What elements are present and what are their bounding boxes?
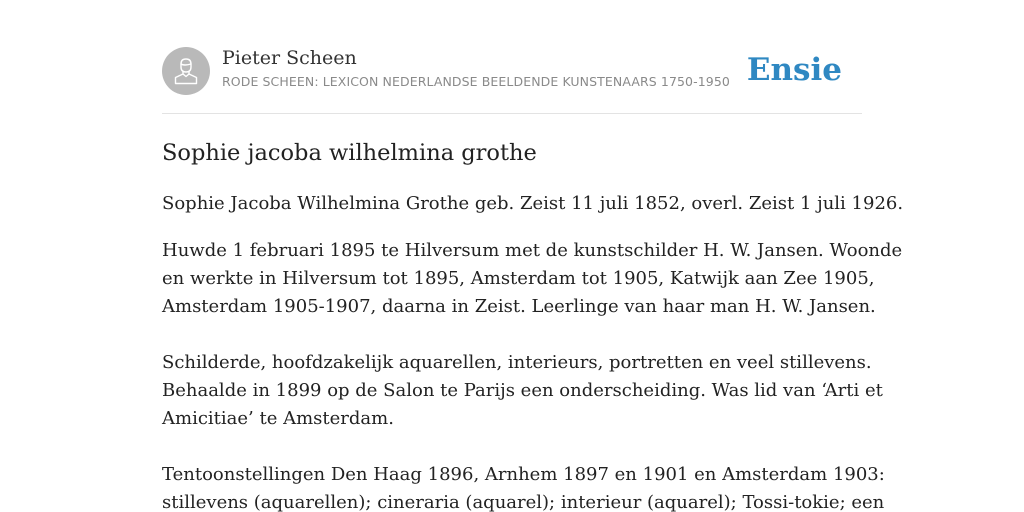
article-header — [162, 46, 862, 96]
paragraph-line: Schilderde, hoofdzakelijk aquarellen, interieurs, portretten en veel stillevens. — [162, 352, 872, 373]
paragraph-biography — [162, 237, 903, 321]
ensie-logo[interactable]: Ensie — [746, 52, 842, 88]
author-avatar[interactable] — [162, 47, 210, 95]
paragraph-line: en werkte in Hilversum tot 1895, Amsterdam tot 1905, Katwijk aan Zee 1905, — [162, 268, 875, 289]
paragraph-line: Tentoonstellingen Den Haag 1896, Arnhem 1897 en 1901 en Amsterdam 1903: — [162, 464, 885, 485]
paragraph-line: Behaalde in 1899 op de Salon te Parijs een onderscheiding. Was lid van ‘Arti et — [162, 380, 883, 401]
paragraph-line: Huwde 1 februari 1895 te Hilversum met de kunstschilder H. W. Jansen. Woonde — [162, 240, 903, 261]
lead-paragraph: Sophie Jacoba Wilhelmina Grothe geb. Zeist 11 juli 1852, overl. Zeist 1 juli 1926. — [162, 193, 904, 214]
paragraph-line: Amsterdam 1905-1907, daarna in Zeist. Leerlinge van haar man H. W. Jansen. — [162, 296, 876, 317]
paragraph-exhibitions — [162, 461, 885, 512]
user-icon — [174, 57, 198, 85]
paragraph-line: stillevens (aquarellen); cineraria (aquarel); interieur (aquarel); Tossi-tokie; een — [162, 492, 885, 512]
paragraph-work — [162, 349, 883, 433]
author-name[interactable]: Pieter Scheen — [222, 47, 357, 69]
paragraph-line: Amicitiae’ te Amsterdam. — [162, 408, 394, 429]
source-name[interactable]: RODE SCHEEN: LEXICON NEDERLANDSE BEELDENDE KUNSTENAARS 1750-1950 — [222, 74, 730, 89]
header-divider — [162, 113, 862, 114]
article-body — [162, 190, 904, 512]
page-title: Sophie jacoba wilhelmina grothe — [162, 140, 537, 166]
